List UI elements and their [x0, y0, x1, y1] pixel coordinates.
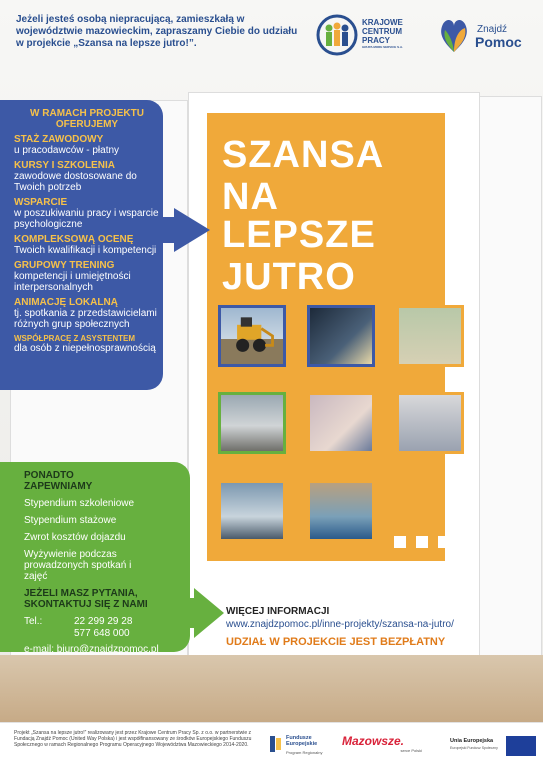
- offer-heading: W RAMACH PROJEKTU OFERUJEMY: [30, 108, 144, 130]
- phone-1[interactable]: 22 299 29 28: [74, 616, 133, 627]
- fe-title: Fundusze Europejskie: [286, 735, 318, 747]
- phone-2[interactable]: 577 648 000: [74, 628, 130, 639]
- decor-square: [394, 536, 406, 548]
- ue-sub: Europejski Fundusz Społeczny: [450, 746, 498, 750]
- kcp-subtitle: GRUPA MORE SERVICE S.A.: [362, 45, 403, 49]
- extra-item: Wyżywienie podczas prowadzonych spotkań i zajęć: [24, 549, 132, 582]
- fe-sub: Program Regionalny: [286, 750, 323, 755]
- title-line-2: NA: [222, 176, 279, 218]
- email-link[interactable]: biuro@znajdzpomoc.pl: [56, 644, 159, 655]
- extra-content: [24, 470, 184, 655]
- kcp-logo: [316, 12, 426, 58]
- offer-item-text: kompetencji i umiejętności interpersonalnych: [14, 271, 131, 293]
- offer-item-heading: STAŻ ZAWODOWY: [14, 134, 104, 145]
- offer-item-heading: ANIMACJĘ LOKALNĄ: [14, 297, 118, 308]
- offer-item-heading: WSPÓŁPRACĘ Z ASYSTENTEM: [14, 334, 136, 343]
- photo-market-vendor: [307, 480, 375, 542]
- znajdz-pomoc-logo: [437, 12, 537, 58]
- extra-item: Zwrot kosztów dojazdu: [24, 532, 126, 543]
- email-label: e-mail:: [24, 644, 55, 655]
- offer-item-text: u pracodawców - płatny: [14, 145, 120, 156]
- photo-welding: [307, 305, 375, 367]
- kcp-people-icon: [316, 14, 358, 56]
- kcp-name-2: CENTRUM: [362, 27, 402, 36]
- photo-dump-truck: [218, 392, 286, 454]
- offer-item-heading: KURSY I SZKOLENIA: [14, 160, 115, 171]
- heart-icon: [437, 14, 471, 54]
- offer-item-heading: GRUPOWY TRENING: [14, 260, 115, 271]
- title-line-4: JUTRO: [222, 256, 356, 298]
- info-block: [226, 606, 526, 648]
- extra-item: Stypendium szkoleniowe: [24, 498, 135, 509]
- title-line-3: LEPSZE: [222, 214, 376, 256]
- photo-bus-driver: [218, 480, 286, 542]
- offer-content: [14, 108, 160, 354]
- contact-heading: JEŻELI MASZ PYTANIA, SKONTAKTUJ SIĘ Z NAMI: [24, 588, 148, 610]
- phone-block: [24, 616, 184, 640]
- photo-laptop-typing: [396, 392, 464, 454]
- ue-title: Unia Europejska: [450, 738, 494, 744]
- eu-flag-icon: [506, 736, 536, 756]
- info-heading: WIĘCEJ INFORMACJI: [226, 606, 330, 617]
- ue-logo: [450, 736, 540, 760]
- fe-logo: [270, 734, 334, 760]
- loader-icon: [221, 308, 283, 364]
- photo-wheelchair: [396, 305, 464, 367]
- decor-square: [438, 536, 450, 548]
- arrow-right-icon: [194, 588, 224, 638]
- fe-stars-icon: [270, 736, 284, 752]
- info-url[interactable]: www.znajdzpomoc.pl/inne-projekty/szansa-na-jutro/: [226, 619, 454, 630]
- offer-item-text: zawodowe dostosowane do Twoich potrzeb: [14, 171, 137, 193]
- arrow-right-icon: [174, 208, 210, 252]
- extra-item: Stypendium stażowe: [24, 515, 117, 526]
- email-line: [24, 644, 184, 655]
- mazowsze-logo: [342, 734, 434, 760]
- offer-item-text: dla osób z niepełnosprawnością: [14, 343, 156, 354]
- offer-item-text: w poszukiwaniu pracy i wsparcie psychologiczne: [14, 208, 159, 230]
- photo-wheel-loader: [218, 305, 286, 367]
- title-line-1: SZANSA: [222, 134, 385, 176]
- zp-small-text: Znajdź: [477, 24, 508, 35]
- free-participation: UDZIAŁ W PROJEKCIE JEST BEZPŁATNY: [226, 636, 446, 648]
- footer-text: Projekt „Szansa na lepsze jutro!” realizowany jest przez Krajowe Centrum Pracy Sp. z o.o. w partnerstwie z Fundacją Znajdź Pomoc (United Way Polska) i jest współfinansowany ze środków Europejskiego Funduszu Społecznego w ramach Regionalnego Programu Operacyjnego Województwa Mazowieckiego 2014-2020.: [14, 730, 252, 748]
- extra-heading: PONADTO ZAPEWNIAMY: [24, 470, 93, 492]
- wooden-floor: [0, 655, 543, 725]
- mazowsze-sub: serce Polski: [400, 748, 422, 753]
- zp-big-text: Pomoc: [475, 34, 522, 50]
- mazowsze-text: Mazowsze.: [342, 734, 405, 748]
- tel-label: Tel.:: [24, 616, 43, 627]
- offer-item-text: tj. spotkania z przedstawicielami różnych grup społecznych: [14, 308, 157, 330]
- decor-square: [416, 536, 428, 548]
- offer-item-heading: KOMPLEKSOWĄ OCENĘ: [14, 234, 134, 245]
- intro-text: Jeżeli jesteś osobą niepracującą, zamieszkałą w województwie mazowieckim, zapraszamy Ciebie do udziału w projekcie „Szansa na lepsze jutro!”.: [16, 14, 298, 49]
- offer-item-heading: WSPARCIE: [14, 197, 68, 208]
- offer-item-text: Twoich kwalifikacji i kompetencji: [14, 245, 157, 256]
- kcp-name-1: KRAJOWE: [362, 18, 403, 27]
- kcp-name-3: PRACY: [362, 36, 391, 45]
- photo-knee-examination: [307, 392, 375, 454]
